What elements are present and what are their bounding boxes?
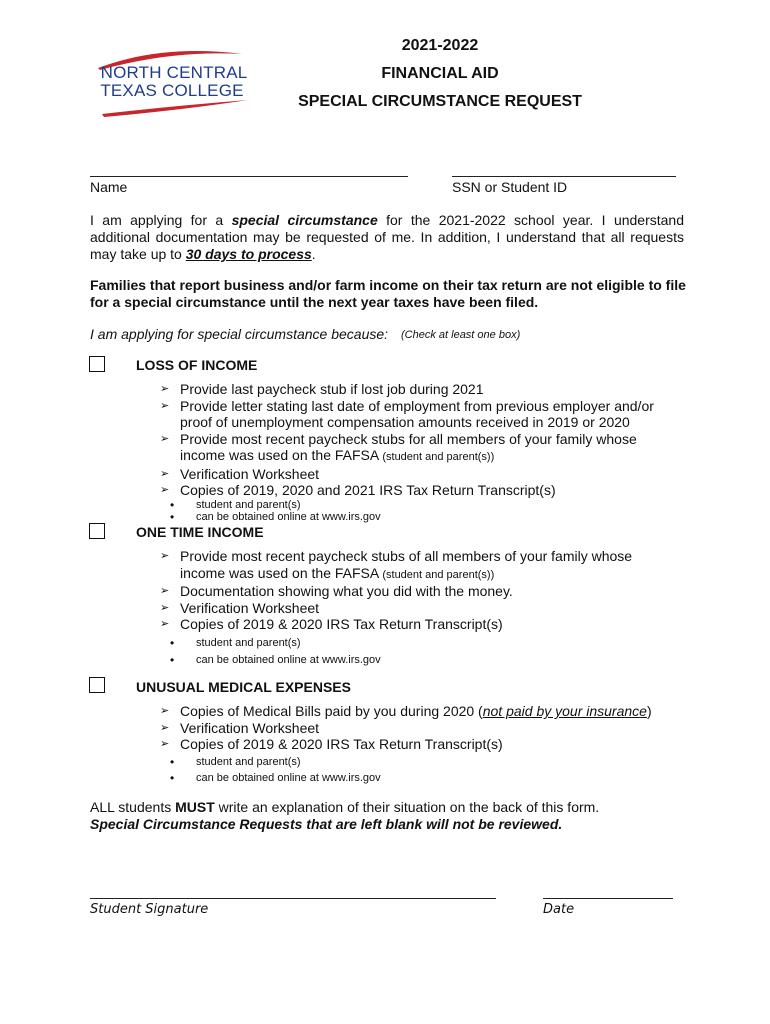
signature-field[interactable] (90, 898, 496, 899)
signature-label: Student Signature (90, 902, 209, 917)
reason-hint: (Check at least one box) (401, 329, 521, 341)
one-time-income-checkbox[interactable] (89, 523, 105, 539)
date-field[interactable] (543, 898, 673, 899)
intro-text-3: . (311, 246, 316, 262)
sub-item: • can be obtained online at www.irs.gov (162, 770, 680, 786)
one-time-income-list (158, 548, 680, 669)
unusual-medical-expenses-heading: UNUSUAL MEDICAL EXPENSES (136, 679, 351, 695)
sub-item: • can be obtained online at www.irs.gov (162, 511, 678, 524)
list-item: ➢ Provide last paycheck stub if lost job during 2021 (158, 381, 678, 398)
title-year: 2021-2022 (401, 37, 479, 54)
list-item: ➢ Documentation showing what you did with the money. (158, 583, 680, 600)
intro-paragraph (90, 212, 684, 263)
title-financial-aid: FINANCIAL AID (381, 65, 499, 82)
loss-of-income-heading: LOSS OF INCOME (136, 357, 258, 373)
sub-item: • student and parent(s) (162, 754, 680, 770)
logo-line-1: NORTH CENTRAL (100, 63, 248, 82)
college-logo (92, 48, 252, 118)
intro-text-2: for the 2021-2022 school year. I understand additional documentation may be requested of me. In addition, I understand that all requests may take up to (90, 212, 685, 262)
blank-warning: Special Circumstance Requests that are left blank will not be reviewed. (90, 816, 563, 832)
sub-item: • can be obtained online at www.irs.gov (162, 652, 680, 669)
logo-line-2: TEXAS COLLEGE (100, 81, 244, 100)
list-item: ➢ Copies of 2019 & 2020 IRS Tax Return Transcript(s) (158, 736, 680, 753)
intro-special-circumstance: special circumstance (231, 212, 378, 228)
title-request: SPECIAL CIRCUMSTANCE REQUEST (298, 93, 582, 110)
list-item: ➢ Provide most recent paycheck stubs for all members of your family whose income was used on the FAFSA (student and parent(s)) (158, 431, 678, 466)
one-time-income-heading: ONE TIME INCOME (136, 524, 264, 540)
list-item: ➢ Copies of Medical Bills paid by you during 2020 (not paid by your insurance) (158, 703, 680, 720)
loss-of-income-list (158, 381, 678, 524)
unusual-medical-expenses-list (158, 703, 680, 786)
name-field[interactable] (90, 176, 408, 177)
list-item: ➢ Provide letter stating last date of employment from previous employer and/or proof of unemployment compensation amounts received in 2019 or 2020 (158, 398, 678, 431)
explanation-instruction: ALL students MUST write an explanation of their situation on the back of this form. (90, 799, 600, 815)
ssn-label: SSN or Student ID (452, 179, 568, 195)
name-label: Name (90, 179, 128, 195)
list-item: ➢ Copies of 2019 & 2020 IRS Tax Return Transcript(s) (158, 616, 680, 633)
intro-30-days: 30 days to process (185, 246, 312, 262)
sub-item: • student and parent(s) (162, 635, 680, 652)
reason-prompt: I am applying for special circumstance because: (90, 326, 389, 342)
sub-item: • student and parent(s) (162, 499, 678, 512)
list-item: ➢ Verification Worksheet (158, 466, 678, 483)
eligibility-notice: Families that report business and/or farm income on their tax return are not eligible to file for a special circumstance until the next year taxes have been filed. (90, 277, 686, 310)
list-item: ➢ Verification Worksheet (158, 600, 680, 617)
list-item: ➢ Copies of 2019, 2020 and 2021 IRS Tax Return Transcript(s) (158, 482, 678, 499)
date-label: Date (543, 902, 575, 917)
list-item: ➢ Provide most recent paycheck stubs of all members of your family whose income was used on the FAFSA (student and parent(s)) (158, 548, 680, 583)
loss-of-income-checkbox[interactable] (89, 356, 105, 372)
intro-text-1: I am applying for a (90, 212, 232, 228)
form-title (240, 32, 640, 116)
unusual-medical-expenses-checkbox[interactable] (89, 677, 105, 693)
list-item: ➢ Verification Worksheet (158, 720, 680, 737)
ssn-field[interactable] (452, 176, 676, 177)
